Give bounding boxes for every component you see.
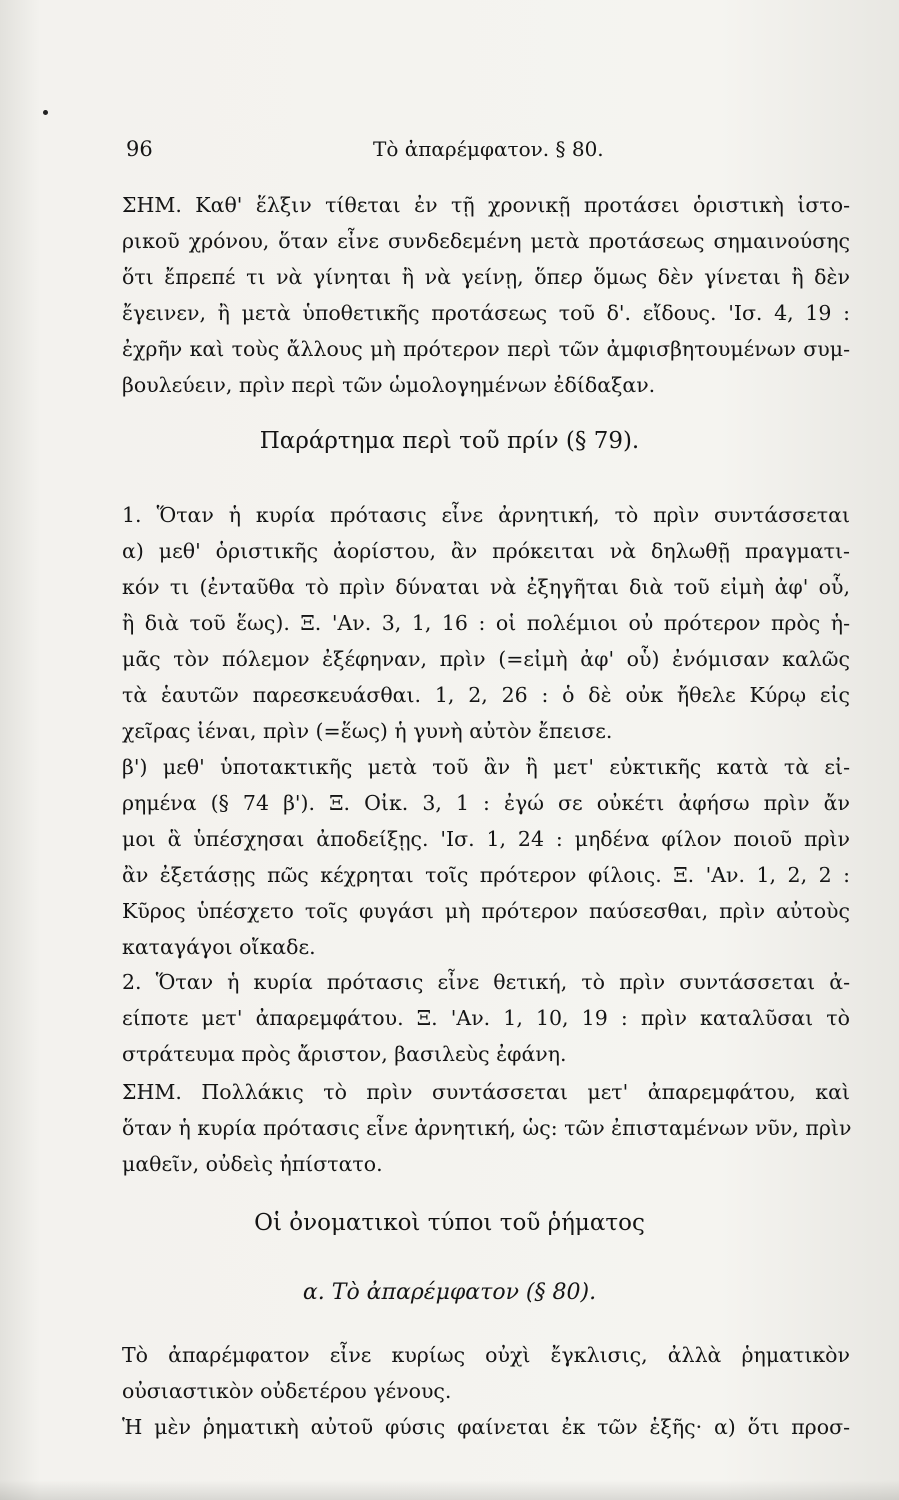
section1-line: ρημένα (§ 74 β'). Ξ. Οἰκ. 3, 1 : ἐγώ σε οὐκέτι ἀφήσω πρὶν ἄν bbox=[122, 791, 850, 815]
section2-line: 2. Ὅταν ἡ κυρία πρότασις εἶνε θετική, τὸ πρὶν συντάσσεται ἀ- bbox=[122, 970, 850, 994]
note2-line: ὅταν ἡ κυρία πρότασις εἶνε ἀρνητική, ὡς: τῶν ἐπισταμένων νῦν, πρὶν bbox=[122, 1116, 852, 1140]
section1-line: β') μεθ' ὑποτακτικῆς μετὰ τοῦ ἂν ἢ μετ' εὐκτικῆς κατὰ τὰ εἰ- bbox=[122, 755, 850, 779]
note1-line: ὅτι ἔπρεπέ τι νὰ γίνηται ἢ νὰ γείνῃ, ὅπερ ὅμως δὲν γίνεται ἢ δὲν bbox=[122, 265, 850, 289]
section1-line: τὰ ἑαυτῶν παρεσκευάσθαι. 1, 2, 26 : ὁ δὲ οὐκ ἤθελε Κύρῳ εἰς bbox=[122, 683, 850, 707]
body-line: Ἡ μὲν ῥηματικὴ αὐτοῦ φύσις φαίνεται ἐκ τῶν ἑξῆς· α) ὅτι προσ- bbox=[122, 1415, 850, 1439]
page-number: 96 bbox=[126, 137, 153, 161]
note1-line: ρικοῦ χρόνου, ὅταν εἶνε συνδεδεμένη μετὰ προτάσεως σημαινούσης bbox=[122, 229, 850, 253]
section1-line: 1. Ὅταν ἡ κυρία πρότασις εἶνε ἀρνητική, τὸ πρὶν συντάσσεται bbox=[122, 503, 850, 527]
body-line: Τὸ ἀπαρέμφατον εἶνε κυρίως οὐχὶ ἔγκλισις, ἀλλὰ ῥηματικὸν bbox=[122, 1343, 850, 1367]
appendix-heading: Παράρτημα περὶ τοῦ πρίν (§ 79). bbox=[259, 428, 640, 454]
note1-line: ἐχρῆν καὶ τοὺς ἄλλους μὴ πρότερον περὶ τῶν ἀμφισβητουμένων συμ- bbox=[122, 337, 850, 361]
verbal-forms-heading: Οἱ ὀνοματικοὶ τύποι τοῦ ῥήματος bbox=[254, 1210, 645, 1236]
body-line: οὐσιαστικὸν οὐδετέρου γένους. bbox=[122, 1379, 452, 1403]
section1-line: χεῖρας ἰέναι, πρὶν (=ἕως) ἡ γυνὴ αὐτὸν ἔπεισε. bbox=[122, 719, 613, 743]
section1-line: ἢ διὰ τοῦ ἕως). Ξ. 'Αν. 3, 1, 16 : οἱ πολέμιοι οὐ πρότερον πρὸς ἡ- bbox=[122, 611, 850, 635]
section1-line: μᾶς τὸν πόλεμον ἐξέφηναν, πρὶν (=εἰμὴ ἀφ' οὗ) ἐνόμισαν καλῶς bbox=[122, 647, 850, 671]
page-shadow bbox=[0, 1480, 899, 1500]
section1-line: Κῦρος ὑπέσχετο τοῖς φυγάσι μὴ πρότερον παύσεσθαι, πρὶν αὐτοὺς bbox=[122, 899, 850, 923]
note1-line: ἔγεινεν, ἢ μετὰ ὑποθετικῆς προτάσεως τοῦ δ'. εἴδους. 'Ισ. 4, 19 : bbox=[122, 301, 850, 325]
section1-line: καταγάγοι οἴκαδε. bbox=[122, 935, 316, 959]
note2-line: μαθεῖν, οὐδεὶς ἠπίστατο. bbox=[122, 1152, 383, 1176]
note1-line: ΣΗΜ. Καθ' ἕλξιν τίθεται ἐν τῇ χρονικῇ προτάσει ὁριστικὴ ἱστο- bbox=[122, 193, 850, 217]
running-title: Τὸ ἀπαρέμφατον. § 80. bbox=[373, 137, 604, 161]
page-header bbox=[0, 137, 899, 167]
note1-line: βουλεύειν, πρὶν περὶ τῶν ὡμολογημένων ἐδίδαξαν. bbox=[122, 373, 656, 397]
section2-line: είποτε μετ' ἀπαρεμφάτου. Ξ. 'Αν. 1, 10, 19 : πρὶν καταλῦσαι τὸ bbox=[122, 1006, 850, 1030]
ink-speck bbox=[43, 110, 48, 115]
section1-line: ἂν ἐξετάσῃς πῶς κέχρηται τοῖς πρότερον φίλοις. Ξ. 'Αν. 1, 2, 2 : bbox=[122, 863, 850, 887]
section2-line: στράτευμα πρὸς ἄριστον, βασιλεὺς ἐφάνη. bbox=[122, 1042, 567, 1066]
note2-line: ΣΗΜ. Πολλάκις τὸ πρὶν συντάσσεται μετ' ἀπαρεμφάτου, καὶ bbox=[122, 1080, 850, 1104]
infinitive-heading: α. Τὸ ἀπαρέμφατον (§ 80). bbox=[302, 1280, 597, 1305]
section1-line: μοι ἃ ὑπέσχησαι ἀποδείξῃς. 'Ισ. 1, 24 : μηδένα φίλον ποιοῦ πρὶν bbox=[122, 827, 850, 851]
section1-line: κόν τι (ἐνταῦθα τὸ πρὶν δύναται νὰ ἐξηγῆται διὰ τοῦ εἰμὴ ἀφ' οὗ, bbox=[122, 575, 850, 599]
section1-line: α) μεθ' ὁριστικῆς ἀορίστου, ἂν πρόκειται νὰ δηλωθῇ πραγματι- bbox=[122, 539, 850, 563]
